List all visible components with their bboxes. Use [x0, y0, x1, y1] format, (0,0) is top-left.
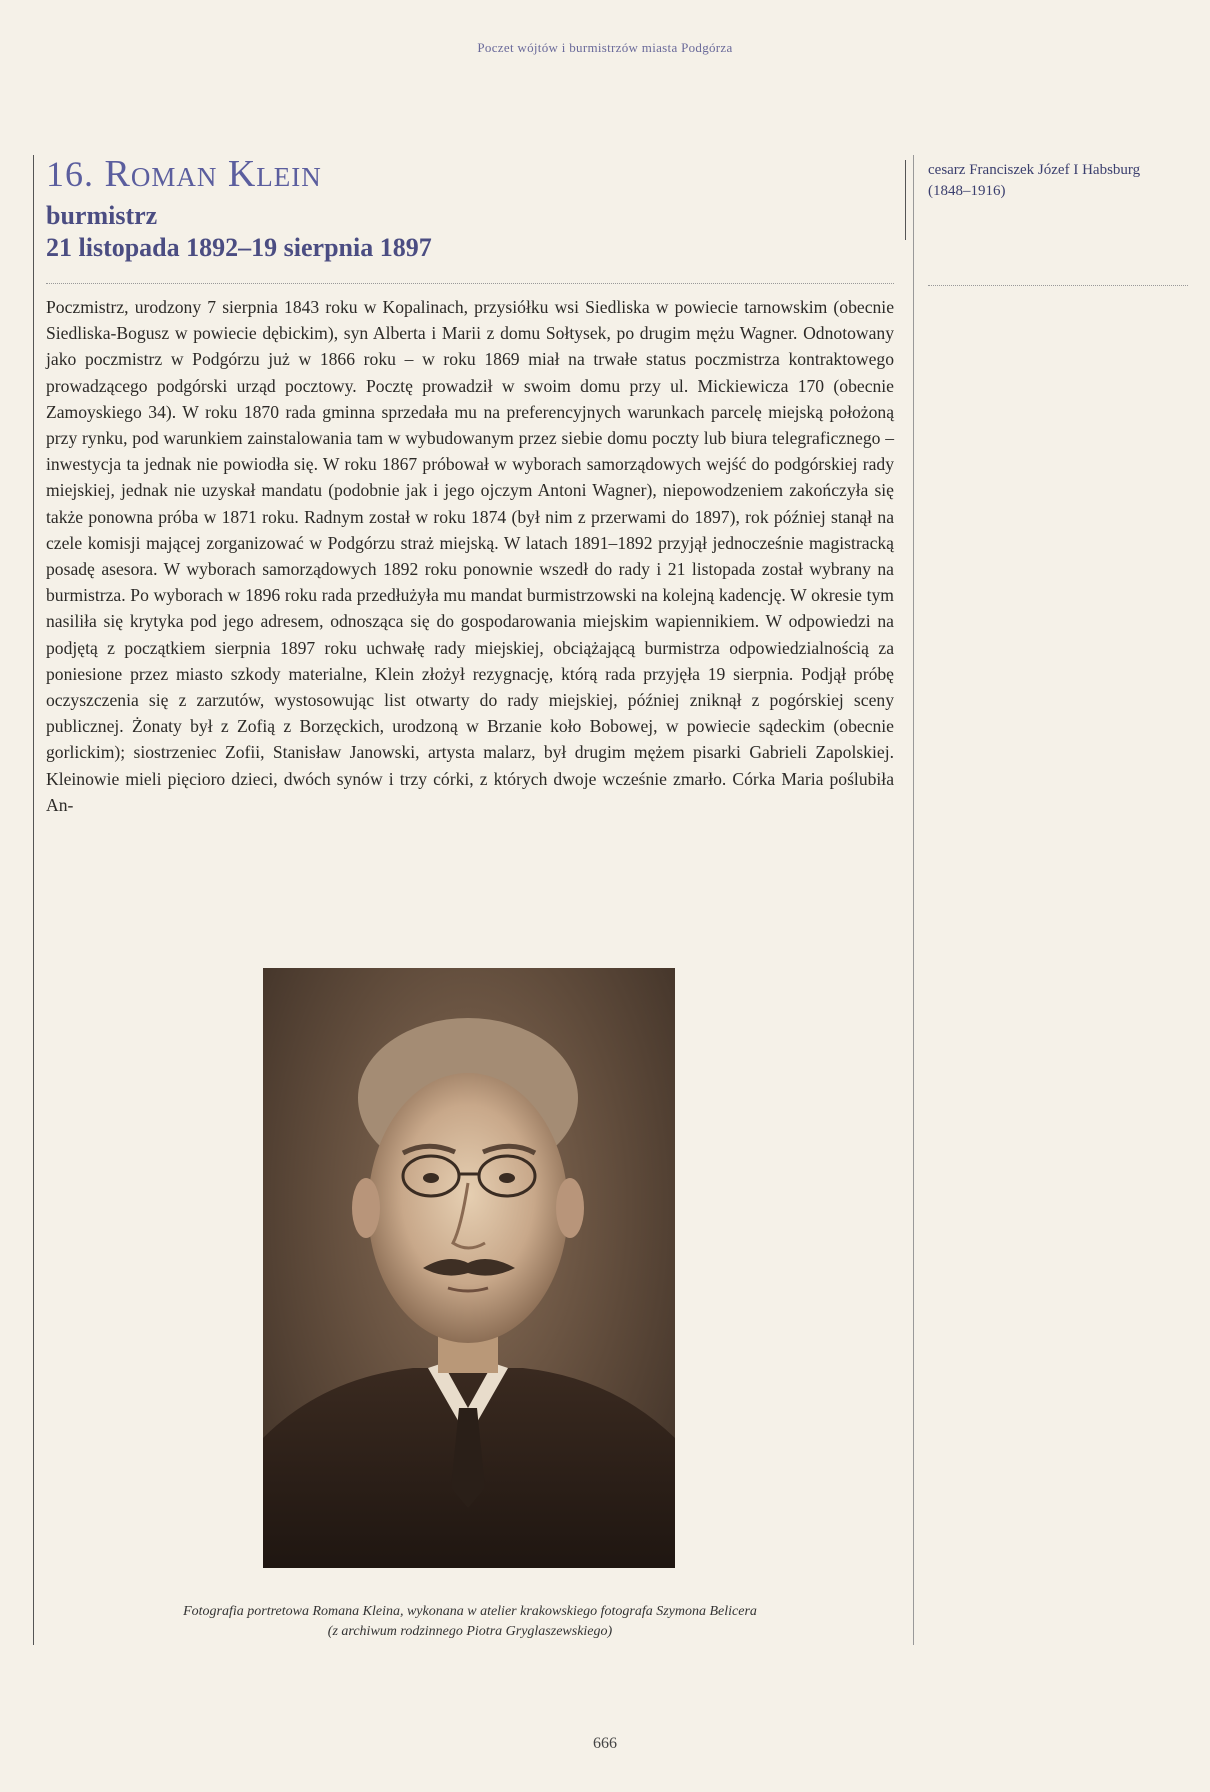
sidenote-divider: [928, 285, 1188, 286]
sidebar-rule: [913, 155, 914, 1645]
entry-role: burmistrz: [46, 201, 158, 230]
entry-number: 16.: [46, 154, 94, 194]
caption-line-1: Fotografia portretowa Romana Kleina, wykonana w atelier krakowskiego fotografa Szymona Belicera: [183, 1604, 757, 1619]
entry-subtitle: [46, 200, 432, 264]
portrait-illustration: [263, 968, 675, 1568]
sidenote-years: (1848–1916): [928, 183, 1006, 199]
entry-term: 21 listopada 1892–19 sierpnia 1897: [46, 233, 432, 262]
entry-title: [46, 152, 322, 196]
biography-text: Poczmistrz, urodzony 7 sierpnia 1843 roku w Kopalinach, przysiółku wsi Siedliska w powiecie tarnowskim (obecnie Siedliska-Bogusz w powiecie dębickim), syn Alberta i Marii z domu Sołtysek, po drugim mężu Wagner. Odnotowany jako poczmistrz w Podgórzu już w 1866 roku – w roku 1869 miał na trwałe status poczmistrza kontraktowego prowadzącego podgórski urząd pocztowy. Pocztę prowadził w swoim domu przy ul. Mickiewicza 170 (obecnie Zamoyskiego 34). W roku 1870 rada gminna sprzedała mu na preferencyjnych warunkach parcelę miejską położoną przy rynku, pod warunkiem zainstalowania tam w wybudowanym przez siebie domu poczty lub biura telegraficznego – inwestycja ta jednak nie powiodła się. W roku 1867 próbował w wyborach samorządowych wejść do podgórskiej rady miejskiej, jednak nie uzyskał mandatu (podobnie jak i jego ojczym Antoni Wagner), niepowodzeniem zakończyła się także ponowna próba w 1871 roku. Radnym został w roku 1874 (był nim z przerwami do 1897), rok później stanął na czele komisji mającej zorganizować w Podgórzu straż miejską. W latach 1891–1892 przyjął jednocześnie magistracką posadę asesora. W wyborach samorządowych 1892 roku ponownie wszedł do rady i 21 listopada został wybrany na burmistrza. Po wyborach w 1896 roku rada przedłużyła mu mandat burmistrzowski na kolejną kadencję. W okresie tym nasiliła się krytyka pod jego adresem, odnosząca się do gospodarowania miejskim wapiennikiem. W odpowiedzi na podjętą z początkiem sierpnia 1897 roku uchwałę rady miejskiej, obciążającą burmistrza odpowiedzialnością za poniesione przez miasto szkody materialne, Klein złożył rezygnację, którą rada przyjęła 19 sierpnia. Podjął próbę oczyszczenia się z zarzutów, wystosowując list otwarty do rady miejskiej, później zniknął z pogórskiej sceny publicznej. Żonaty był z Zofią z Borzęckich, urodzoną w Brzanie koło Bobowej, w powiecie sądeckim (obecnie gorlickim); siostrzeniec Zofii, Stanisław Janowski, artysta malarz, był drugim mężem pisarki Gabrieli Zapolskiej. Kleinowie mieli pięcioro dzieci, dwóch synów i trzy córki, z których dwoje wcześnie zmarło. Córka Maria poślubiła An-: [46, 297, 894, 815]
entry-name: Roman Klein: [104, 153, 322, 195]
sidenote-text: cesarz Franciszek Józef I Habsburg: [928, 162, 1141, 178]
side-rule: [905, 160, 906, 240]
left-margin-rule: [33, 155, 34, 1645]
photo-caption: [46, 1602, 894, 1642]
page-number: 666: [593, 1735, 617, 1752]
sidenote: [928, 160, 1198, 202]
portrait-photo: [263, 968, 675, 1568]
running-head: Poczet wójtów i burmistrzów miasta Podgórza: [477, 40, 733, 55]
caption-line-2: (z archiwum rodzinnego Piotra Gryglaszewskiego): [327, 1624, 613, 1639]
heading-divider: [46, 283, 894, 284]
